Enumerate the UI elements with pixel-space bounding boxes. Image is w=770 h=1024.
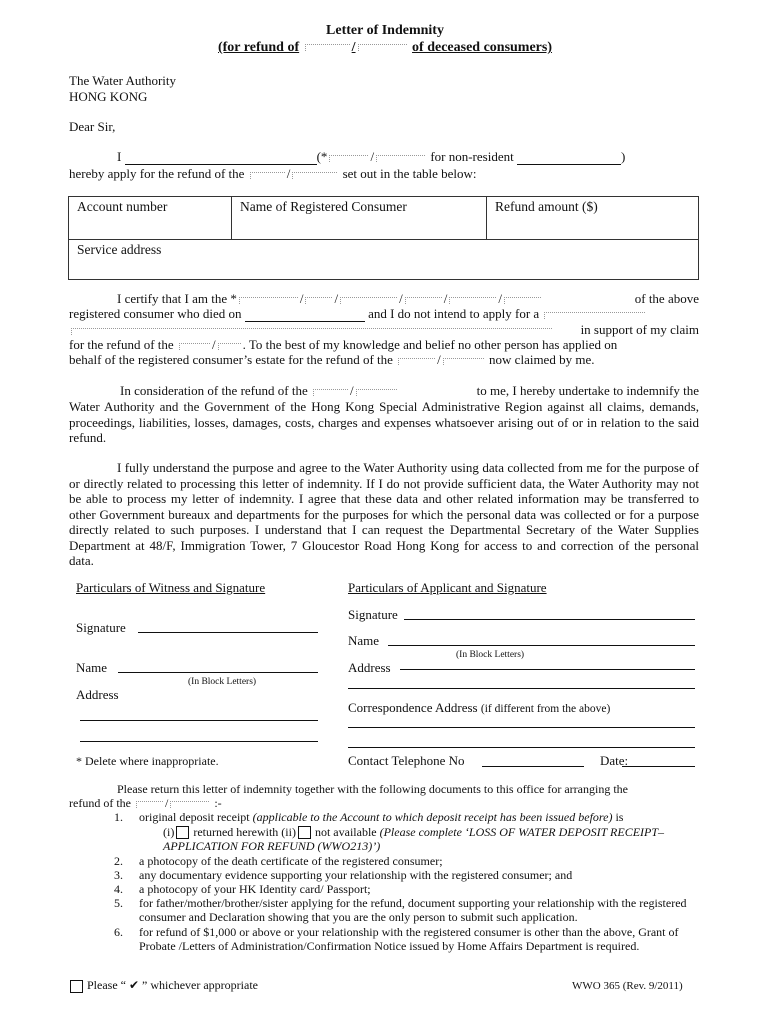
- addressee-line2: HONG KONG: [69, 89, 148, 104]
- witness-signature-field[interactable]: [138, 632, 318, 633]
- correspondence-text: Correspondence Address: [348, 700, 478, 715]
- form-number: WWO 365 (Rev. 9/2011): [572, 980, 683, 992]
- delete-note: * Delete where inappropriate.: [76, 754, 219, 768]
- obscured-text: [449, 297, 496, 304]
- date-label: Date:: [600, 753, 629, 768]
- addressee: [69, 73, 176, 105]
- obscured-text: [358, 44, 407, 51]
- item1-note: (applicable to the Account to which deposit receipt has been issued before): [252, 810, 613, 825]
- item-text: for father/mother/brother/sister applying for the refund, document supporting your relationship with the registered consumer and Declaration showing that you are the only person to submit such application.: [139, 896, 687, 925]
- applicant-name-label: Name: [348, 633, 380, 648]
- addressee-line1: The Water Authority: [69, 73, 177, 88]
- obscured-text: [239, 297, 298, 304]
- deposit-options: [69, 825, 709, 840]
- account-number-header[interactable]: Account number: [69, 197, 232, 240]
- obscured-text: [179, 343, 210, 350]
- consideration-l1-pre: In consideration of the refund of the: [120, 383, 308, 398]
- obscured-text: [305, 297, 332, 304]
- item-number: 6.: [114, 924, 123, 939]
- list-item: [69, 854, 709, 868]
- correspondence-note: (if different from the above): [480, 703, 611, 715]
- list-item: [69, 810, 709, 824]
- item-text: a photocopy of the death certificate of the registered consumer;: [139, 853, 443, 868]
- obscured-text: [340, 297, 397, 304]
- witness-name-label: Name: [76, 660, 108, 675]
- obscured-text: [329, 155, 368, 162]
- refund-amount-header[interactable]: Refund amount ($): [487, 197, 699, 240]
- item-text: any documentary evidence supporting your relationship with the registered consumer; and: [139, 867, 573, 882]
- applicant-name-field[interactable]: [388, 645, 695, 646]
- item-number: 4.: [114, 881, 123, 896]
- witness-block-letters: (In Block Letters): [188, 677, 257, 687]
- consideration-line-1: In consideration of the refund of the / to me, I hereby undertake to indemnify the: [120, 383, 699, 398]
- subtitle-pre: (for refund of: [217, 40, 300, 55]
- applicant-line-1: I (* / for non-resident ): [117, 149, 626, 164]
- certify-l4-pre: for the refund of the: [69, 337, 174, 352]
- certify-line-4: for the refund of the / . To the best of my knowledge and belief no other person has applied on: [69, 337, 618, 352]
- service-address-cell[interactable]: Service address: [69, 240, 699, 280]
- obscured-text: [71, 328, 552, 335]
- obscured-text: [504, 297, 541, 304]
- certify-line-3: [69, 322, 699, 338]
- item-number: 2.: [114, 853, 123, 868]
- certify-l4-post: . To the best of my knowledge and belief no other person has applied on: [242, 337, 618, 352]
- certify-line-2: [69, 306, 647, 322]
- certify-l5-post: now claimed by me.: [489, 352, 595, 367]
- non-resident-label: for non-resident: [430, 149, 514, 164]
- subtitle-post: of deceased consumers): [412, 40, 553, 55]
- obscured-text: [398, 358, 435, 365]
- applicant-name-field[interactable]: [125, 152, 317, 165]
- consideration-rest: Water Authority and the Government of the Hong Kong Special Administrative Region against all claims, demands, proceedings, liabilities, losses, damages, costs, charges and expenses whatsoever arising out of or in relation to the said refund.: [69, 399, 699, 445]
- certify-line-5: behalf of the registered consumer’s estate for the refund of the / now claimed by me.: [69, 352, 595, 367]
- obscured-text: [443, 358, 484, 365]
- certify-l2-post: and I do not intend to apply for a: [368, 306, 540, 321]
- certify-l1-post: of the above: [634, 291, 699, 306]
- witness-heading: Particulars of Witness and Signature: [76, 580, 266, 595]
- applicant-address-field-1[interactable]: [400, 669, 695, 670]
- footer-tick-note: [70, 978, 258, 993]
- obscured-text: [405, 297, 442, 304]
- correspondence-field-1[interactable]: [348, 727, 695, 728]
- opt-i-label: (i): [163, 824, 175, 839]
- certify-l1-pre: I certify that I am the *: [117, 291, 237, 306]
- date-field[interactable]: [622, 766, 695, 767]
- salutation: Dear Sir,: [69, 119, 116, 134]
- correspondence-field-2[interactable]: [348, 747, 695, 748]
- list-item: [69, 882, 709, 896]
- certify-line-1: I certify that I am the * / / / / / of the above: [117, 291, 699, 306]
- intro2-post: :-: [214, 796, 222, 811]
- tick-example-checkbox: [70, 980, 83, 993]
- complete-note: (Please complete ‘LOSS OF WATER DEPOSIT RECEIPT–: [379, 824, 665, 839]
- page-subtitle: (for refund of / of deceased consumers): [217, 40, 553, 55]
- date-of-death-field[interactable]: [245, 309, 365, 322]
- witness-signature-label: Signature: [76, 620, 126, 635]
- obscured-text: [136, 801, 163, 808]
- privacy-statement: I fully understand the purpose and agree to the Water Authority using data collected from me for the purpose of or directly related to processing this letter of indemnity. If I do not provide sufficient data, the Water Authority may not be able to process my letter of indemnity. I agree that these data and other related information may be transferred to other Government bureaux and departments for the purposes for which the personal data was collected or for a purpose directly related to such purposes. I understand that I can request the Departmental Secretary of the Water Supplies Department at 48/F, Immigration Tower, 7 Gloucestor Road Hong Kong for access to and correction of the personal data.: [69, 460, 699, 568]
- obscured-text: [218, 343, 241, 350]
- returned-checkbox[interactable]: [176, 826, 189, 839]
- item1-is: is: [615, 810, 624, 825]
- applicant-line-2: hereby apply for the refund of the / set out in the table below:: [69, 166, 477, 181]
- obscured-text: [313, 389, 348, 396]
- item-text: a photocopy of your HK Identity card/ Passport;: [139, 881, 371, 896]
- please-tick-text: Please “ ✔ ” whichever appropriate: [87, 978, 258, 992]
- witness-address-field-2[interactable]: [80, 741, 318, 742]
- correspondence-label: [348, 700, 610, 716]
- item-number: 3.: [114, 867, 123, 882]
- applicant-signature-field[interactable]: [404, 619, 695, 620]
- close-paren: ): [620, 149, 626, 164]
- consumer-name-header[interactable]: Name of Registered Consumer: [232, 197, 487, 240]
- documents-intro-2: refund of the / :-: [69, 796, 222, 811]
- certify-l2-pre: registered consumer who died on: [69, 306, 242, 321]
- intro2-pre: refund of the: [69, 796, 131, 811]
- prefix-i: I: [117, 149, 122, 164]
- obscured-text: [544, 312, 645, 319]
- obscured-text: [305, 44, 350, 51]
- not-available-label: not available: [314, 824, 377, 839]
- telephone-label: Contact Telephone No: [348, 753, 465, 768]
- obscured-text: [170, 801, 209, 808]
- certify-l5-pre: behalf of the registered consumer’s estate for the refund of the: [69, 352, 393, 367]
- complete-note-2: APPLICATION FOR REFUND (WWO213)’): [163, 839, 381, 854]
- non-resident-field[interactable]: [517, 152, 621, 165]
- witness-address-field-1[interactable]: [80, 720, 318, 721]
- applicant-block-letters: (In Block Letters): [456, 650, 525, 660]
- not-available-checkbox[interactable]: [298, 826, 311, 839]
- documents-intro-1: Please return this letter of indemnity together with the following documents to this office for arranging the: [117, 782, 628, 796]
- documents-section: [69, 782, 709, 953]
- applicant-address-field-2[interactable]: [348, 688, 695, 689]
- page-title: Letter of Indemnity: [326, 23, 444, 38]
- item-text: for refund of $1,000 or above or your relationship with the registered consumer is other than the above, Grant of Probate /Letters of Administration/Confirmation Notice issued by Home Affairs Department is required.: [139, 924, 679, 953]
- applicant-heading: Particulars of Applicant and Signature: [348, 580, 547, 595]
- item-number: 1.: [114, 810, 123, 825]
- account-table: [68, 196, 699, 280]
- witness-name-field[interactable]: [118, 672, 318, 673]
- list-item: [69, 868, 709, 882]
- item1-text: original deposit receipt: [139, 810, 250, 825]
- open-paren: (*: [316, 149, 328, 164]
- item-number: 5.: [114, 896, 123, 911]
- certify-l3-post: in support of my claim: [580, 322, 699, 337]
- list-item: [69, 925, 709, 953]
- applicant-address-label: Address: [348, 660, 391, 675]
- obscured-text: [356, 389, 397, 396]
- applicant-signature-label: Signature: [348, 607, 398, 622]
- obscured-text: [250, 172, 285, 179]
- witness-address-label: Address: [76, 687, 119, 702]
- opt-ii-label: (ii): [281, 824, 296, 839]
- telephone-field[interactable]: [482, 766, 584, 767]
- obscured-text: [376, 155, 425, 162]
- returned-label: returned herewith: [193, 824, 279, 839]
- line2-post: set out in the table below:: [342, 166, 477, 181]
- list-item: [69, 896, 709, 924]
- obscured-text: [292, 172, 337, 179]
- consideration-l1-post: to me, I hereby undertake to indemnify the: [476, 383, 699, 398]
- line2-pre: hereby apply for the refund of the: [69, 166, 245, 181]
